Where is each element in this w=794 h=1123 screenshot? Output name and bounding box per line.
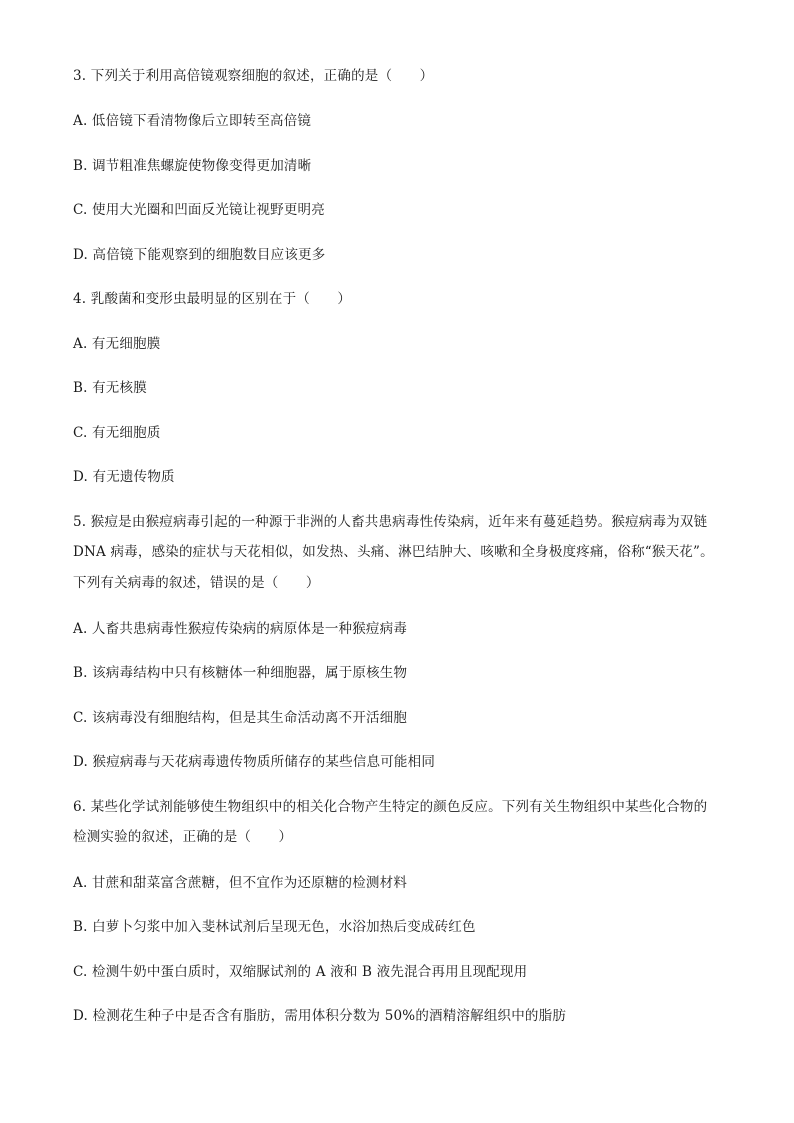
question-3-option-d: D. 高倍镜下能观察到的细胞数目应该更多 xyxy=(73,247,326,263)
question-3-option-b: B. 调节粗准焦螺旋使物像变得更加清晰 xyxy=(73,158,312,174)
question-3-option-a: A. 低倍镜下看清物像后立即转至高倍镜 xyxy=(73,113,312,129)
question-6-option-b: B. 白萝卜匀浆中加入斐林试剂后呈现无色，水浴加热后变成砖红色 xyxy=(73,919,476,935)
question-4-stem: 4. 乳酸菌和变形虫最明显的区别在于（ ） xyxy=(73,291,352,307)
question-6-option-d: D. 检测花生种子中是否含有脂肪，需用体积分数为 50%的酒精溶解组织中的脂肪 xyxy=(73,1008,567,1024)
question-4-option-c: C. 有无细胞质 xyxy=(73,425,161,441)
question-6-stem-line-2: 检测实验的叙述，正确的是（ ） xyxy=(73,829,293,845)
question-3-option-c: C. 使用大光圈和凹面反光镜让视野更明亮 xyxy=(73,202,325,218)
question-5-stem-line-3: 下列有关病毒的叙述，错误的是（ ） xyxy=(73,575,320,591)
question-4-option-a: A. 有无细胞膜 xyxy=(73,336,161,352)
question-3-stem: 3. 下列关于利用高倍镜观察细胞的叙述，正确的是（ ） xyxy=(73,68,434,84)
question-4-option-d: D. 有无遗传物质 xyxy=(73,469,175,485)
question-5-option-b: B. 该病毒结构中只有核糖体一种细胞器，属于原核生物 xyxy=(73,665,408,681)
question-5-option-d: D. 猴痘病毒与天花病毒遗传物质所储存的某些信息可能相同 xyxy=(73,754,436,770)
question-5-option-a: A. 人畜共患病毒性猴痘传染病的病原体是一种猴痘病毒 xyxy=(73,621,408,637)
question-5-stem-line-1: 5. 猴痘是由猴痘病毒引起的一种源于非洲的人畜共患病毒性传染病，近年来有蔓延趋势。猴痘病毒为双链 xyxy=(73,514,708,530)
question-6-option-a: A. 甘蔗和甜菜富含蔗糖，但不宜作为还原糖的检测材料 xyxy=(73,875,408,891)
question-5-option-c: C. 该病毒没有细胞结构，但是其生命活动离不开活细胞 xyxy=(73,710,408,726)
question-5-stem-line-2: DNA 病毒，感染的症状与天花相似，如发热、头痛、淋巴结肿大、咳嗽和全身极度疼痛，俗称“猴天花”。 xyxy=(73,544,714,560)
question-6-stem-line-1: 6. 某些化学试剂能够使生物组织中的相关化合物产生特定的颜色反应。下列有关生物组织中某些化合物的 xyxy=(73,799,708,815)
question-4-option-b: B. 有无核膜 xyxy=(73,380,147,396)
question-6-option-c: C. 检测牛奶中蛋白质时，双缩脲试剂的 A 液和 B 液先混合再用且现配现用 xyxy=(73,964,528,980)
